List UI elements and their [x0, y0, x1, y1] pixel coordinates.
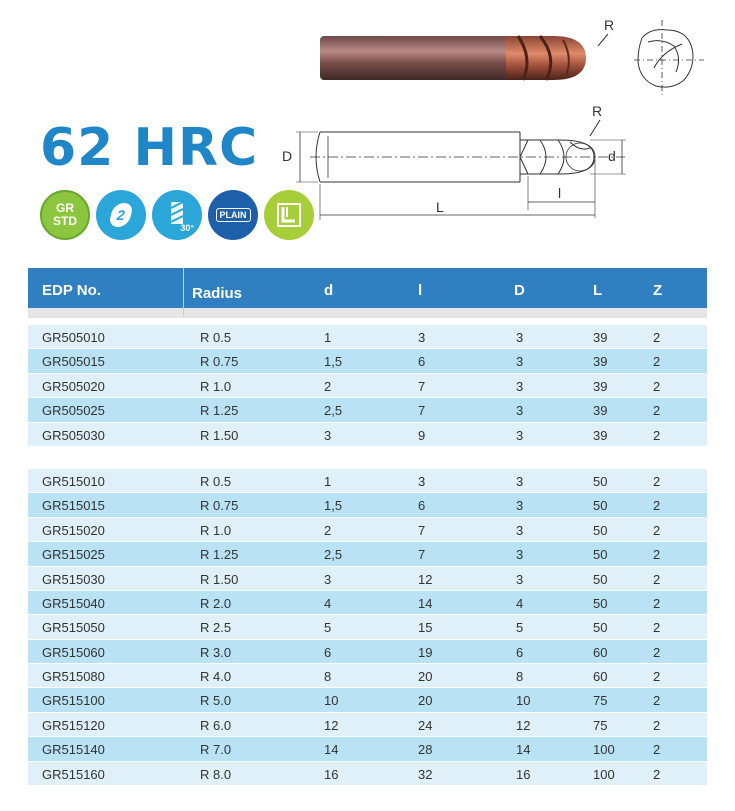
- L-cell: 39: [593, 354, 608, 370]
- z-cell: 2: [653, 717, 661, 733]
- radius-cell: R 8.0: [200, 766, 232, 782]
- L-cell: 75: [593, 717, 608, 733]
- z-cell: 2: [653, 473, 661, 489]
- table-group-505: [28, 325, 707, 447]
- d-cell: 2: [324, 378, 332, 394]
- l-cell: 6: [418, 354, 426, 370]
- z-cell: 2: [653, 498, 661, 514]
- L-cell: 39: [593, 403, 608, 419]
- L-cell: 39: [593, 378, 608, 394]
- cut-diameter-label: d: [608, 148, 616, 164]
- flute-length-label: l: [558, 185, 562, 201]
- D-cell: 3: [516, 522, 524, 538]
- edp-cell: GR505025: [42, 403, 105, 419]
- radius-cell: R 1.50: [200, 427, 239, 443]
- L-cell: 100: [593, 742, 615, 758]
- z-cell: 2: [653, 644, 661, 660]
- l-cell: 20: [418, 669, 433, 685]
- d-cell: 4: [324, 595, 332, 611]
- radius-cell: R 7.0: [200, 742, 232, 758]
- L-cell: 50: [593, 522, 608, 538]
- radius-cell: R 4.0: [200, 669, 232, 685]
- gr-std-line2: STD: [53, 214, 77, 228]
- D-cell: 3: [516, 571, 524, 587]
- D-cell: 4: [516, 595, 524, 611]
- edp-cell: GR515120: [42, 717, 105, 733]
- end-mill-drawing: [282, 100, 635, 225]
- helix-angle-badge: [152, 190, 202, 240]
- group-gap: [28, 447, 707, 469]
- table-group-515: [28, 469, 707, 786]
- radius-cell: R 3.0: [200, 644, 232, 660]
- material-icon: [275, 201, 303, 229]
- overall-length-label: L: [436, 199, 444, 215]
- d-cell: 12: [324, 717, 339, 733]
- radius-cell: R 1.25: [200, 403, 239, 419]
- gr-std-badge: [40, 190, 90, 240]
- z-cell: 2: [653, 620, 661, 636]
- table-row: [28, 762, 707, 786]
- D-cell: 8: [516, 669, 524, 685]
- edp-cell: GR505020: [42, 378, 105, 394]
- D-cell: 3: [516, 498, 524, 514]
- radius-cell: R 5.0: [200, 693, 232, 709]
- L-cell: 50: [593, 620, 608, 636]
- z-cell: 2: [653, 595, 661, 611]
- d-cell: 2,5: [324, 547, 343, 563]
- table-row: [28, 737, 707, 761]
- radius-cell: R 1.50: [200, 571, 239, 587]
- table-row: [28, 518, 707, 542]
- edp-cell: GR515100: [42, 693, 105, 709]
- feature-badges: [40, 190, 314, 240]
- table-row: [28, 493, 707, 517]
- header-d: d: [324, 282, 334, 299]
- L-cell: 39: [593, 427, 608, 443]
- radius-cell: R 0.5: [200, 330, 232, 345]
- L-cell: 50: [593, 498, 608, 514]
- radius-label-top: R: [604, 17, 615, 33]
- radius-cell: R 0.5: [200, 473, 232, 489]
- z-cell: 2: [653, 693, 661, 709]
- d-cell: 6: [324, 644, 332, 660]
- table-row: [28, 640, 707, 664]
- table-row: [28, 542, 707, 566]
- L-cell: 50: [593, 595, 608, 611]
- table-header: [28, 268, 707, 308]
- d-cell: 1,5: [324, 354, 343, 370]
- d-cell: 1,5: [324, 498, 343, 514]
- d-cell: 16: [324, 766, 339, 782]
- radius-cell: R 1.0: [200, 522, 232, 538]
- table-row: [28, 325, 707, 349]
- plain-label: PLAIN: [216, 208, 251, 222]
- material-badge: [264, 190, 314, 240]
- header-D: D: [514, 282, 525, 299]
- L-cell: 60: [593, 669, 608, 685]
- D-cell: 3: [516, 547, 524, 563]
- l-cell: 7: [418, 522, 426, 538]
- header-strip: [28, 308, 707, 318]
- edp-cell: GR515015: [42, 498, 105, 514]
- edp-cell: GR515080: [42, 669, 105, 685]
- header-radius: Radius: [192, 285, 243, 302]
- z-cell: 2: [653, 547, 661, 563]
- d-cell: 1: [324, 330, 332, 345]
- D-cell: 3: [516, 473, 524, 489]
- end-view-drawing: [592, 8, 712, 103]
- radius-cell: R 0.75: [200, 498, 239, 514]
- l-cell: 20: [418, 693, 433, 709]
- shank-diameter-label: D: [282, 148, 293, 164]
- D-cell: 3: [516, 378, 524, 394]
- table-row: [28, 615, 707, 639]
- L-cell: 75: [593, 693, 608, 709]
- l-cell: 3: [418, 330, 426, 345]
- table-row: [28, 423, 707, 447]
- l-cell: 32: [418, 766, 433, 782]
- d-cell: 2,5: [324, 403, 343, 419]
- l-cell: 3: [418, 473, 426, 489]
- edp-cell: GR515040: [42, 595, 105, 611]
- l-cell: 28: [418, 742, 433, 758]
- L-cell: 50: [593, 571, 608, 587]
- d-cell: 3: [324, 571, 332, 587]
- table-row: [28, 591, 707, 615]
- d-cell: 8: [324, 669, 332, 685]
- radius-cell: R 0.75: [200, 354, 239, 370]
- table-row: [28, 349, 707, 373]
- d-cell: 10: [324, 693, 339, 709]
- D-cell: 5: [516, 620, 524, 636]
- z-cell: 2: [653, 766, 661, 782]
- edp-cell: GR505030: [42, 427, 105, 443]
- edp-cell: GR515050: [42, 620, 105, 636]
- z-cell: 2: [653, 427, 661, 443]
- table-row: [28, 398, 707, 422]
- radius-cell: R 1.25: [200, 547, 239, 563]
- plain-shank-badge: [208, 190, 258, 240]
- table-row: [28, 374, 707, 398]
- z-cell: 2: [653, 330, 661, 345]
- header-L: L: [593, 282, 603, 299]
- table-row: [28, 688, 707, 712]
- L-cell: 39: [593, 330, 608, 345]
- edp-cell: GR505010: [42, 330, 105, 345]
- z-cell: 2: [653, 522, 661, 538]
- helix-angle: 30°: [180, 223, 194, 233]
- l-cell: 24: [418, 717, 433, 733]
- edp-cell: GR515140: [42, 742, 105, 758]
- edp-cell: GR515060: [42, 644, 105, 660]
- l-cell: 15: [418, 620, 433, 636]
- table-row: [28, 664, 707, 688]
- D-cell: 10: [516, 693, 531, 709]
- end-mill-photo: [318, 30, 593, 90]
- z-cell: 2: [653, 571, 661, 587]
- l-cell: 19: [418, 644, 433, 660]
- radius-label-side: R: [592, 103, 603, 119]
- radius-cell: R 2.5: [200, 620, 232, 636]
- d-cell: 2: [324, 522, 332, 538]
- header-l: l: [418, 282, 423, 299]
- d-cell: 3: [324, 427, 332, 443]
- D-cell: 3: [516, 403, 524, 419]
- z-cell: 2: [653, 742, 661, 758]
- edp-cell: GR515160: [42, 766, 105, 782]
- D-cell: 3: [516, 427, 524, 443]
- gr-std-line1: GR: [56, 201, 74, 215]
- l-cell: 7: [418, 378, 426, 394]
- D-cell: 3: [516, 354, 524, 370]
- l-cell: 14: [418, 595, 433, 611]
- l-cell: 6: [418, 498, 426, 514]
- flute-count: 2: [108, 203, 134, 227]
- page-title: 62 HRC: [40, 118, 259, 178]
- L-cell: 100: [593, 766, 615, 782]
- d-cell: 1: [324, 473, 332, 489]
- z-cell: 2: [653, 378, 661, 394]
- header-z: Z: [653, 282, 663, 299]
- L-cell: 50: [593, 473, 608, 489]
- product-hero: [0, 0, 735, 260]
- d-cell: 14: [324, 742, 339, 758]
- D-cell: 16: [516, 766, 531, 782]
- table-row: [28, 469, 707, 493]
- product-table: [28, 268, 707, 786]
- z-cell: 2: [653, 354, 661, 370]
- edp-cell: GR505015: [42, 354, 105, 370]
- L-cell: 50: [593, 547, 608, 563]
- header-edp: EDP No.: [42, 282, 101, 299]
- z-cell: 2: [653, 669, 661, 685]
- l-cell: 7: [418, 547, 426, 563]
- radius-cell: R 6.0: [200, 717, 232, 733]
- D-cell: 12: [516, 717, 531, 733]
- header-separator: [183, 268, 184, 316]
- D-cell: 3: [516, 330, 524, 345]
- l-cell: 12: [418, 571, 433, 587]
- d-cell: 5: [324, 620, 332, 636]
- z-cell: 2: [653, 403, 661, 419]
- edp-cell: GR515010: [42, 473, 105, 489]
- edp-cell: GR515025: [42, 547, 105, 563]
- edp-cell: GR515020: [42, 522, 105, 538]
- l-cell: 9: [418, 427, 426, 443]
- L-cell: 60: [593, 644, 608, 660]
- flute-count-badge: [96, 190, 146, 240]
- D-cell: 6: [516, 644, 524, 660]
- edp-cell: GR515030: [42, 571, 105, 587]
- D-cell: 14: [516, 742, 531, 758]
- table-row: [28, 713, 707, 737]
- radius-cell: R 1.0: [200, 378, 232, 394]
- table-row: [28, 567, 707, 591]
- l-cell: 7: [418, 403, 426, 419]
- radius-cell: R 2.0: [200, 595, 232, 611]
